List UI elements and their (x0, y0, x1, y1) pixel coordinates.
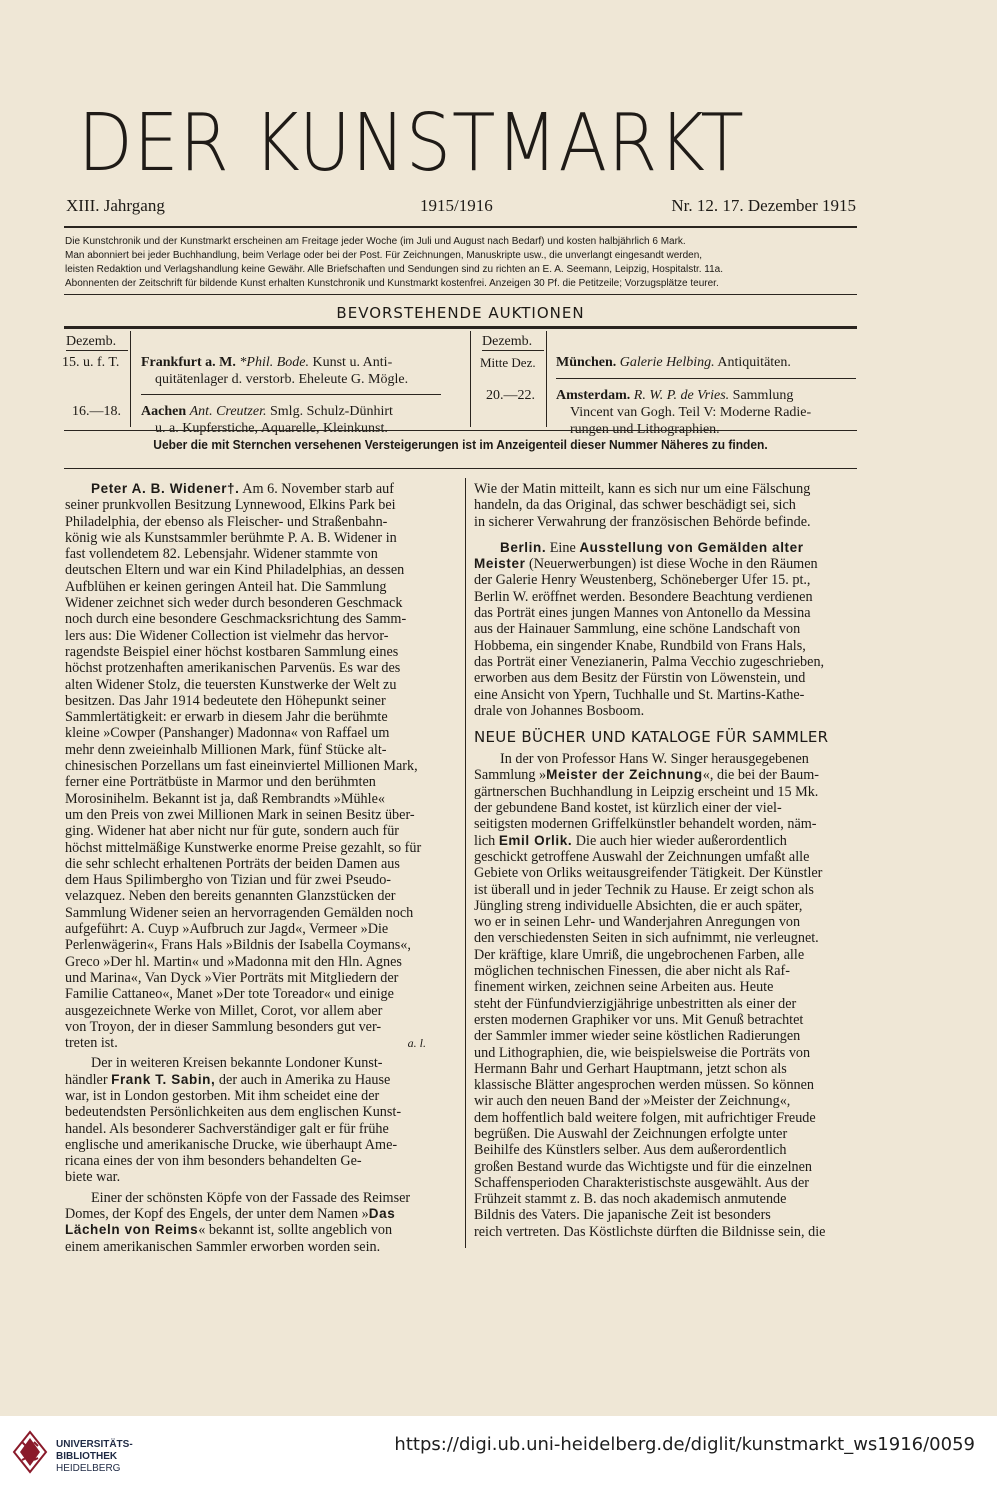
text-line: der Sammler immer wieder seine köstlichen Radierungen (474, 1028, 801, 1045)
text-line: wo er in seinen Lehr- und Wanderjahren Anregungen von (474, 914, 801, 931)
auction-date: 20.—22. (486, 388, 535, 403)
jahrgang: XIII. Jahrgang (66, 196, 165, 215)
text-line: Berlin W. eröffnet werden. Besondere Beachtung verdienen (474, 588, 813, 605)
text-line: begrüßen. Die Auswahl der Zeichnungen erfolgte unter (474, 1125, 788, 1142)
text-line: ersten modernen Graphiker vor uns. Mit Genuß betrachtet (474, 1011, 804, 1028)
text-line: handel. Als besonderer Sachverständiger galt er für frühe (65, 1120, 389, 1137)
text-line: Hobbema, ein singender Knabe, Rundbild von Frans Hals, (474, 637, 806, 654)
text-line: gärtnerschen Buchhandlung in Leipzig erscheint und 15 Mk. (474, 783, 819, 800)
text-line: handeln, da das Original, das schwer beschädigt sei, sich (474, 497, 796, 514)
text-line: das Porträt einer Venezianerin, Palma Vecchio zugeschrieben, (474, 653, 825, 670)
text-line: Morosinihelm. Bekannt ist ja, daß Rembrandts »Mühle« (65, 790, 385, 807)
text-line: Peter A. B. Widener†. Am 6. November starb auf (91, 481, 394, 497)
text-line: biete war. (65, 1169, 121, 1186)
publication-notice (65, 235, 857, 291)
text-line: möglichen technischen Finessen, die aber nicht als Raf- (474, 963, 790, 980)
text-line: das Porträt eines jungen Mannes von Antonello da Messina (474, 605, 811, 622)
text-line: drale von Johannes Bosboom. (474, 702, 645, 719)
text-line: einem amerikanischen Sammler erworben worden sein. (65, 1238, 381, 1255)
text-line: Familie Cattaneo«, Manet »Der tote Toreador« und einige (65, 986, 394, 1003)
text-line: Jüngling streng individuelle Absichten, die er auch später, (474, 897, 803, 914)
paragraph-gap (474, 530, 861, 540)
text-line: war, ist in London gestorben. Mit ihm scheidet eine der (65, 1087, 380, 1104)
text-line: könig wie als Kunstsammler berühmte P. A. B. Widener in (65, 529, 397, 546)
text-line: um den Preis von zwei Millionen Mark in seinen Besitz über- (65, 806, 415, 823)
auctions-footnote: Ueber die mit Sternchen versehenen Versteigerungen ist im Anzeigenteil dieser Nummer Näheres zu finden. (153, 437, 768, 453)
text-line: Philadelphia, der ebenso als Fleischer- und Straßenbahn- (65, 513, 388, 530)
viewer-footer (0, 1416, 997, 1494)
text-line: alten Widener Stolz, die teuersten Kunstwerke der Welt zu (65, 676, 397, 693)
text-line: mehr denn zweieinhalb Millionen Mark, fünf Stücke alt- (65, 741, 387, 758)
text-line: Widener zeichnet sich weder durch besonderen Geschmack (65, 595, 403, 612)
auction-right-date-header: Dezemb. (482, 333, 544, 351)
auction-separator (141, 394, 441, 395)
text-line: wir auch den neuen Band der »Meister der Zeichnung«, (474, 1093, 791, 1110)
text-line: der gebundene Band kostet, ist kürzlich einer der viel- (474, 800, 782, 817)
text-line: von Troyon, der in dieser Sammlung besonders gut ver- (65, 1018, 382, 1035)
text-line: aus der Hainauer Sammlung, eine schöne Landschaft von (474, 621, 801, 638)
rule-body-top (64, 468, 857, 469)
text-line: chinesischen Porzellans um fast eineinviertel Millionen Mark, (65, 758, 418, 775)
text-line: Lächeln von Reims« bekannt ist, sollte angeblich von (65, 1222, 393, 1239)
notice-line: Man abonniert bei jeder Buchhandlung, beim Verlage oder bei der Post. Für Zeichnungen, Manuskripte usw., die unverlangt eingesandt werden, (65, 250, 703, 261)
auctions-title: BEVORSTEHENDE AUKTIONEN (336, 304, 585, 322)
text-line: dem hoffentlich bald weitere folgen, mit aufrichtiger Freude (474, 1109, 816, 1126)
text-line: Sammlung »Meister der Zeichnung«, die bei der Baum- (474, 767, 819, 784)
text-line: die sehr schlecht erhaltenen Porträts der beiden Damen aus (65, 855, 400, 872)
text-line: finement wirken, zeichnen seine Arbeiten aus. Heute (474, 979, 774, 996)
text-line: lers aus: Die Widener Collection ist vielmehr das hervor- (65, 627, 389, 644)
text-line: seitigsten modernen Griffelkünstler behandelt worden, näm- (474, 816, 817, 833)
text-line: bedeutendsten Persönlichkeiten aus dem englischen Kunst- (65, 1104, 402, 1121)
text-line: ferner eine Porträtbüste in Marmor und den berühmten (65, 774, 376, 791)
issue-years: 1915/1916 (420, 196, 493, 215)
section-heading: NEUE BÜCHER UND KATALOGE FÜR SAMMLER (474, 728, 829, 747)
text-line: fast vollendetem 82. Lebensjahr. Widener stammte von (65, 546, 378, 563)
text-line: ragendste Beispiel einer höchst kostbaren Sammlung eines (65, 643, 399, 660)
text-line: noch durch eine besondere Geschmacksrichtung des Samm- (65, 611, 407, 628)
text-line: erworben aus dem Besitz der Fürstin von Löwenstein, und (474, 670, 806, 687)
text-line: Gebiete von Orliks weitausgreifender Tätigkeit. Der Künstler (474, 865, 823, 882)
right-column (474, 481, 861, 1240)
text-line: Sammlertätigkeit: er erwarb in diesem Jahr die berühmte (65, 709, 388, 726)
text-line: steht der Fünfundvierzigjährige unbestritten als einer der (474, 995, 797, 1012)
rule-auctions-bottom (64, 430, 857, 431)
document-url[interactable]: https://digi.ub.uni-heidelberg.de/diglit/kunstmarkt_ws1916/0059 (394, 1434, 975, 1455)
left-column (65, 481, 456, 1255)
issue-number-date: Nr. 12. 17. Dezember 1915 (671, 196, 856, 215)
text-line: Frühzeit stammt z. B. das noch akademisch anmutende (474, 1191, 787, 1208)
column-divider (465, 478, 466, 1248)
text-line: deutschen Eltern und war ein Kind Philadelphias, an dessen (65, 562, 405, 579)
text-line: Aufblühen er keinen geringen Anteil hat. Die Sammlung (65, 578, 387, 595)
text-line: Berlin. Eine Ausstellung von Gemälden alter (500, 539, 804, 556)
text-line: Domes, der Kopf des Engels, der unter dem Namen »Das (65, 1206, 396, 1223)
auction-entry: Amsterdam. R. W. P. de Vries. Sammlung Vincent van Gogh. Teil V: Moderne Radie- rungen und Lithographien. (556, 388, 812, 437)
auction-right-divider (546, 331, 547, 427)
text-line: In der von Professor Hans W. Singer herausgegebenen (500, 751, 809, 768)
auction-entry: Aachen Ant. Creutzer. Smlg. Schulz-Dünhirt u. a. Kupferstiche, Aquarelle, Kleinkunst. (141, 404, 393, 436)
text-line: ricana eines der von ihm besonders behandelten Ge- (65, 1153, 362, 1170)
text-line: lich Emil Orlik. Die auch hier wieder außerordentlich (474, 832, 787, 849)
text-line: Einer der schönsten Köpfe von der Fassade des Reimser (91, 1189, 411, 1206)
text-line: dem Haus Spilimbergho von Tizian und für zwei Pseudo- (65, 872, 392, 889)
text-line: Bildnis des Vaters. Die japanische Zeit ist besonders (474, 1207, 771, 1224)
text-line: klassische Blätter angesprochen werden müssen. So können (474, 1077, 815, 1094)
text-line: in sicherer Verwahrung der französischen Behörde befinde. (474, 513, 811, 530)
text-line: englische und amerikanische Drucke, wie überhaupt Ame- (65, 1136, 398, 1153)
text-line: besitzen. Das Jahr 1914 bedeutete den Höhepunkt seiner (65, 692, 386, 709)
auction-date: Mitte Dez. (480, 355, 536, 370)
rule-auctions-top (64, 326, 857, 329)
text-line: Meister (Neuerwerbungen) ist diese Woche in den Räumen (474, 556, 818, 573)
text-line: der Galerie Henry Weustenberg, Schöneberger Ufer 15. pt., (474, 572, 811, 589)
text-line: den verschiedensten Seiten in sich aufnimmt, nie verleugnet. (474, 930, 819, 947)
text-line: Hermann Bahr und Gerhart Hauptmann, jetzt schon als (474, 1060, 787, 1077)
library-logo-icon (12, 1430, 48, 1474)
text-line: ausgezeichnete Werke von Millet, Corot, vor allem aber (65, 1002, 383, 1019)
text-line: aufgeführt: A. Cuyp »Aufbruch zur Jagd«, Vermeer »Die (65, 921, 389, 938)
text-line: kleine »Cowper (Panshanger) Madonna« von Raffael um (65, 725, 390, 742)
notice-line: Die Kunstchronik und der Kunstmarkt erscheinen am Freitage jeder Woche (im Juli und August nach Bedarf) und kosten halbjährlich 6 Mark. (65, 236, 686, 247)
text-line: großen Bestand wurde das Wichtigste und für die einzelnen (474, 1158, 812, 1175)
text-line: und Lithographien, die, wie beispielsweise die Porträts von (474, 1044, 811, 1061)
text-line: ging. Widener hat aber nicht nur für gute, sondern auch für (65, 823, 400, 840)
text-line: velazquez. Neben den bereits genannten Glanzstücken der (65, 888, 396, 905)
rule-notice (64, 294, 857, 295)
auction-entry: Frankfurt a. M. *Phil. Bode. Kunst u. Anti- quitätenlager d. verstorb. Eheleute G. Mögle. (141, 355, 409, 387)
text-line: Der in weiteren Kreisen bekannte Londoner Kunst- (91, 1055, 383, 1072)
text-line: Sammlung Widener seien an hervorragenden Gemälden noch (65, 904, 414, 921)
text-line: und Marina«, Van Dyck »Vier Porträts mit Mitgliedern der (65, 969, 399, 986)
auction-separator (556, 378, 856, 379)
text-line: Greco »Der hl. Martin« und »Madonna mit den Hln. Agnes (65, 953, 402, 970)
auction-date: 16.—18. (72, 404, 121, 419)
text-line: eine Ansicht von Ypern, Tuchhalle und St. Martins-Kathe- (474, 686, 805, 703)
text-line: händler Frank T. Sabin, der auch in Amerika zu Hause (65, 1071, 391, 1088)
library-name: UNIVERSITÄTS- BIBLIOTHEK HEIDELBERG (56, 1439, 133, 1474)
text-line: reich vertreten. Das Köstlichste dürften die Bildnisse sein, die (474, 1223, 826, 1240)
text-line: Perlenwägerin«, Frans Hals »Bildnis der Isabella Coymans«, (65, 937, 411, 954)
auction-date: 15. u. f. T. (62, 355, 120, 370)
text-line: höchst protzenhaften amerikanischen Parvenüs. Es war des (65, 660, 401, 677)
text-line: treten ist. a. l. (65, 1035, 426, 1052)
text-line: Schaffensperioden Charakteristischste ausgewählt. Aus der (474, 1174, 810, 1191)
notice-line: Abonnenten der Zeitschrift für bildende Kunst erhalten Kunstchronik und Kunstmarkt kostenfrei. Anzeigen 30 Pf. die Petitzeile; Vorzugsplätze teurer. (65, 278, 719, 289)
rule-top (64, 226, 857, 228)
auction-left-date-header: Dezemb. (66, 333, 128, 351)
auction-entry: München. Galerie Helbing. Antiquitäten. (556, 355, 791, 370)
masthead-title: DER KUNSTMARKT (78, 97, 745, 189)
text-line: seiner prunkvollen Besitzung Lynnewood, Elkins Park bei (65, 497, 396, 514)
text-line: Beihilfe des Künstlers selber. Aus dem außerordentlich (474, 1142, 787, 1159)
text-line: ist überall und in jeder Technik zu Hause. Er zeigt schon als (474, 881, 814, 898)
auction-center-divider (470, 331, 471, 427)
text-line: höchst mittelmäßige Kunstwerke enorme Preise gezahlt, so für (65, 839, 422, 856)
notice-line: leisten Redaktion und Verlagshandlung keine Gewähr. Alle Briefschaften und Sendungen sind zu richten an E. A. Seemann, Leipzig, Hospitalstr. 11a. (65, 264, 724, 275)
text-line: geschickt getroffene Auswahl der Zeichnungen umfaßt alle (474, 848, 810, 865)
text-line: Der kräftige, klare Umriß, die ungebrochenen Farben, alle (474, 946, 805, 963)
text-line: Wie der Matin mitteilt, kann es sich nur um eine Fälschung (474, 481, 811, 497)
